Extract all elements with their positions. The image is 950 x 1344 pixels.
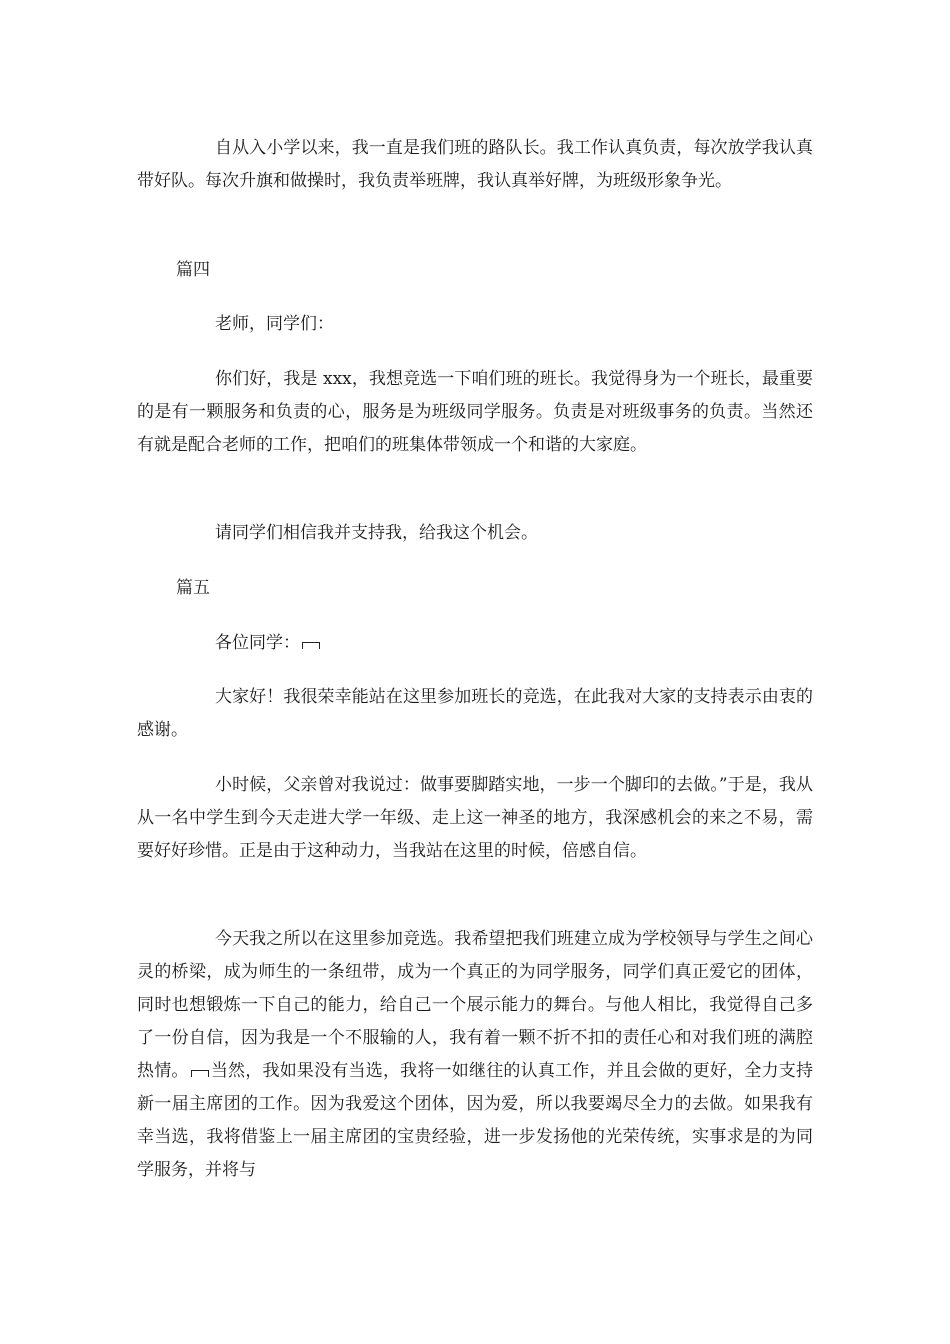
- paragraph-greeting-classmates: [137, 627, 813, 660]
- heading-part-4: 篇四: [176, 260, 210, 280]
- paragraph-1: 自从入小学以来，我一直是我们班的路队长。我工作认真负责，每次放学我认真带好队。每次升旗和做操时，我负责举班牌，我认真举好牌，为班级形象争光。: [137, 138, 813, 191]
- paragraph-8-part-b: 当然，我如果没有当选，我将一如继往的认真工作，并且会做的更好，全力支持新一届主席团的工作。因为我爱这个团体，因为爱，所以我要竭尽全力的去做。如果我有幸当选，我将借鉴上一届主席团的宝贵经验，进一步发扬他的光荣传统，实事求是的为同学服务，并将与: [137, 1061, 814, 1180]
- paragraph-8-part-a: 今天我之所以在这里参加竞选。我希望把我们班建立成为学校领导与学生之间心灵的桥梁，成为师生的一条纽带，成为一个真正的为同学服务，同学们真正爱它的团体，同时也想锻炼一下自己的能力，给自己一个展示能力的舞台。与他人相比，我觉得自己多了一份自信，因为我是一个不服输的人，我有着一颗不折不扣的责任心和对我们班的满腔热情。: [137, 929, 813, 1081]
- paragraph-greeting-teachers: 老师，同学们：: [215, 314, 334, 334]
- paragraph-3: 你们好，我是 xxx，我想竞选一下咱们班的班长。我觉得身为一个班长，最重要的是有一颗服务和负责的心，服务是为班级同学服务。负责是对班级事务的负责。当然还有就是配合老师的工作，把咱们的班集体带领成一个和谐的大家庭。: [137, 369, 813, 455]
- paragraph-4: 请同学们相信我并支持我，给我这个机会。: [215, 523, 538, 543]
- paragraph-8: [137, 923, 813, 1187]
- paragraph-7: 小时候，父亲曾对我说过：做事要脚踏实地，一步一个脚印的去做。”于是，我从从一名中学生到今天走进大学一年级、走上这一神圣的地方，我深感机会的来之不易，需要好好珍惜。正是由于这种动力，当我站在这里的时候，倍感自信。: [137, 775, 813, 861]
- paragraph-6: 大家好！我很荣幸能站在这里参加班长的竞选，在此我对大家的支持表示由衷的感谢。: [137, 687, 813, 740]
- bracket-mark-icon: [191, 1070, 209, 1077]
- bracket-mark-icon: [302, 642, 320, 649]
- heading-part-5: 篇五: [176, 578, 210, 598]
- greeting-text: 各位同学：: [215, 633, 300, 653]
